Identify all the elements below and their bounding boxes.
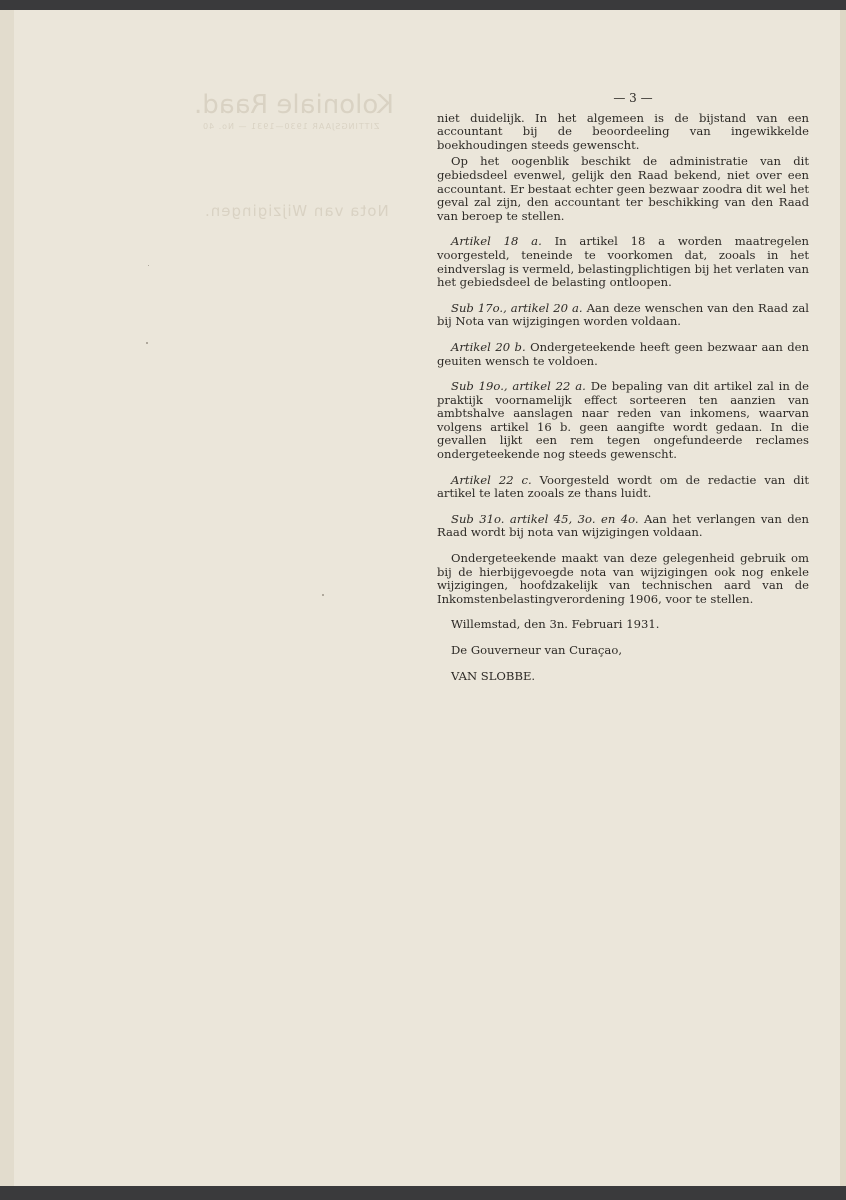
- paragraph-sub-19: Sub 19o., artikel 22 a. De bepaling van dit artikel zal in de praktijk voornamelijk effect sorteeren ten aanzien van ambtshalve aanslagen naar reden van inkomens, waarvan volgens artikel 16 b. geen aangifte wordt gedaan. In die gevallen lijkt een rem tegen ongefundeerde reclames ondergeteekende nog steeds gewenscht.: [437, 379, 809, 462]
- document-page: [0, 10, 846, 1186]
- show-through-nota: Nota van Wijzigingen.: [204, 202, 389, 220]
- signatory-role: De Gouverneur van Curaçao,: [451, 643, 623, 657]
- article-reference: Artikel 22 c.: [451, 472, 532, 487]
- paragraph-sub-31: Sub 31o. artikel 45, 3o. en 4o. Aan het verlangen van den Raad wordt bij nota van wijzigingen voldaan.: [437, 511, 810, 540]
- paragraph-closing: Ondergeteekende maakt van deze gelegenheid gebruik om bij de hierbijgevoegde nota van wijzigingen ook nog enkele wijzigingen, hoofdzakelijk van technischen aard van de Inkomstenbelastingverordening 1906, voor te stellen.: [437, 551, 809, 606]
- show-through-subtitle: ZITTINGSJAAR 1930—1931 — No. 40: [202, 122, 380, 131]
- page-number: — 3 —: [613, 91, 653, 105]
- article-reference: Artikel 20 b.: [451, 339, 526, 354]
- article-reference: Sub 19o., artikel 22 a.: [451, 379, 586, 394]
- show-through-title: Koloniale Raad.: [194, 90, 395, 120]
- paragraph-artikel-18a: Artikel 18 a. In artikel 18 a worden maatregelen voorgesteld, teneinde te voorkomen dat, zooals in het eindverslag is vermeld, belastingplichtigen bij het verlaten van het gebiedsdeel de belasting ontloopen.: [437, 234, 809, 290]
- article-reference: Sub 17o., artikel 20 a.: [451, 300, 583, 315]
- signatory-name: VAN SLOBBE.: [451, 668, 536, 683]
- paragraph-1: niet duidelijk. In het algemeen is de bijstand van een accountant bij de beoordeeling van ingewikkelde boekhoudingen steeds gewenscht.: [437, 110, 809, 152]
- paragraph-sub-17: Sub 17o., artikel 20 a. Aan deze wenschen van den Raad zal bij Nota van wijzigingen worden voldaan.: [437, 300, 809, 329]
- speck: [148, 265, 149, 266]
- place-date: Willemstad, den 3n. Februari 1931.: [451, 617, 660, 632]
- paragraph-artikel-22c: Artikel 22 c. Voorgesteld wordt om de redactie van dit artikel te laten zooals ze thans luidt.: [437, 472, 809, 501]
- paragraph-2: Op het oogenblik beschikt de administratie van dit gebiedsdeel evenwel, gelijk den Raad bekend, niet over een accountant. Er bestaat echter geen bezwaar zoodra dit wel het geval zal zijn, den accountant ter beschikking van den Raad van beroep te stellen.: [437, 154, 809, 223]
- page-edge: [840, 10, 846, 1186]
- speck: [146, 342, 148, 344]
- speck: [322, 594, 324, 596]
- article-reference: Artikel 18 a.: [451, 234, 542, 249]
- text-column: [437, 92, 809, 695]
- article-reference: Sub 31o. artikel 45, 3o. en 4o.: [451, 511, 639, 526]
- paragraph-artikel-20b: Artikel 20 b. Ondergeteekende heeft geen bezwaar aan den geuiten wensch te voldoen.: [437, 339, 810, 368]
